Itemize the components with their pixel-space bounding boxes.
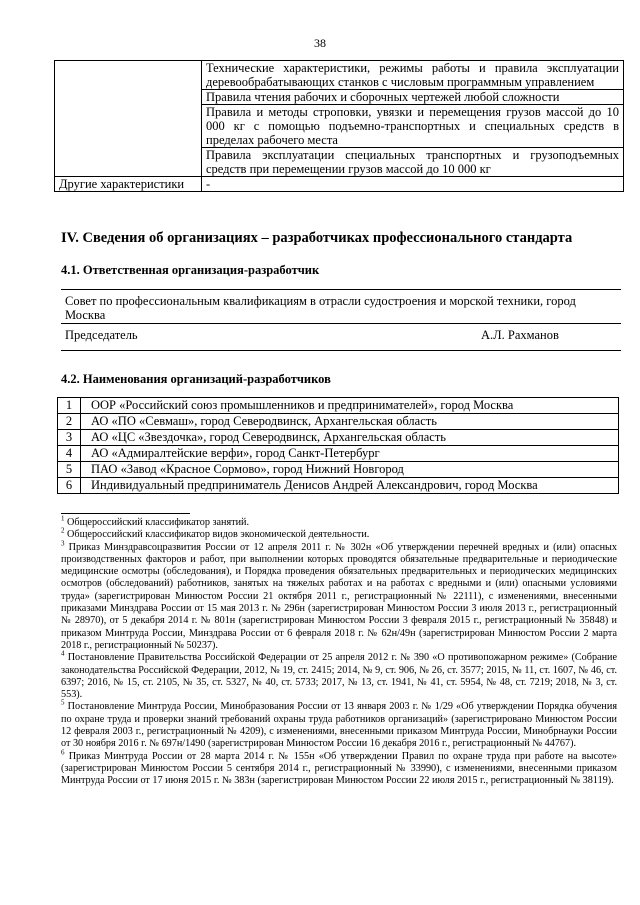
chairman-name: А.Л. Рахманов [481,328,559,342]
footnote-marker: 1 [61,514,65,523]
developer-name: АО «ЦС «Звездочка», город Северодвинск, Архангельская область [81,430,619,446]
table-cell: Правила чтения рабочих и сборочных чертежей любой сложности [202,90,624,105]
footnote-marker: 6 [61,748,65,757]
subsection-heading-4-2: 4.2. Наименования организаций-разработчиков [61,372,331,386]
footnote-separator [61,513,190,514]
other-characteristics-label: Другие характеристики [55,177,202,192]
subsection-heading-4-1: 4.1. Ответственная организация-разработчик [61,263,320,277]
other-characteristics-value: - [202,177,624,192]
footnote [61,649,618,701]
footnote [61,526,617,541]
developer-name: Индивидуальный предприниматель Денисов Андрей Александрович, город Москва [81,478,619,494]
row-number: 6 [58,478,81,494]
table-cell: Правила и методы строповки, увязки и перемещения грузов массой до 10 000 кг с помощью подъемно-транспортных и специальных средств в пределах рабочего места [202,105,624,148]
footnote [61,701,617,750]
table-row [58,446,619,462]
footnote-text: Общероссийский классификатор видов экономической деятельности. [67,529,370,541]
table-cell-label [55,61,202,177]
page-number: 38 [314,36,326,50]
divider [61,323,621,324]
chairman-position: Председатель [65,328,138,342]
developer-name: АО «Адмиралтейские верфи», город Санкт-Петербург [81,446,619,462]
table-row [58,462,619,478]
table-row [58,398,619,414]
footnotes [61,514,618,788]
responsible-organization-box [61,289,621,351]
table-row [55,61,624,90]
table-row [58,478,619,494]
footnote [61,748,617,788]
table-cell: Технические характеристики, режимы работы и правила эксплуатации деревообрабатывающих станков с числовым программным управлением [202,61,624,90]
characteristics-table [54,60,624,192]
footnote-text: Приказ Минздравсоцразвития России от 12 апреля 2011 г. № 302н «Об утверждении перечней вредных и (или) опасных производственных факторов и работ, при выполнении которых проводятся обязательные предварительные и периодические медицинские осмотры (обследования), и Порядка проведения обязательных предварительных и периодических медицинских осмотров (обследований) работников, занятых на тяжелых работах и на работах с вредными и (или) опасными условиями труда» (зарегистрирован Минюстом России 21 октября 2011 г., регистрационный № 22111), с изменениями, внесенными приказами Минздрава России от 15 мая 2013 г. № 296н (зарегистрирован Минюстом России 3 июля 2013 г., регистрационный № 28970), от 5 декабря 2014 г. № 801н (зарегистрирован Минюстом России 3 февраля 2015 г., регистрационный № 35848) и приказом Минтруда России, Минздрава России от 6 февраля 2018 г. № 62н/49н (зарегистрирован Минюстом России 2 марта 2018 г., регистрационный № 50237). [61,541,617,651]
table-cell: Правила эксплуатации специальных транспортных и грузоподъемных средств при перемещении грузов массой до 10 000 кг [202,148,624,177]
row-number: 2 [58,414,81,430]
footnote-marker: 3 [61,539,65,548]
developer-name: АО «ПО «Севмаш», город Северодвинск, Архангельская область [81,414,619,430]
developer-name: ООР «Российский союз промышленников и предпринимателей», город Москва [81,398,619,414]
footnote-marker: 4 [61,649,65,658]
footnote-text: Постановление Правительства Российской Федерации от 25 апреля 2012 г. № 390 «О противопожарном режиме» (Собрание законодательства Российской Федерации, 2012, № 19, ст. 2415; 2014, № 9, ст. 906, № 26, ст. 3577; 2015, № 11, ст. 1607, № 46, ст. 6397; 2016, № 15, ст. 2105, № 35, ст. 5327, № 40, ст. 5733; 2017, № 13, ст. 1941, № 41, ст. 5954, № 48, ст. 7219; 2018, № 3, ст. 553). [61,652,618,701]
section-heading: IV. Сведения об организациях – разработчиках профессионального стандарта [61,230,573,246]
table-row [55,177,624,192]
developer-name: ПАО «Завод «Красное Сормово», город Нижний Новгород [81,462,619,478]
row-number: 1 [58,398,81,414]
footnote-text: Постановление Минтруда России, Минобразования России от 13 января 2003 г. № 1/29 «Об утверждении Порядка обучения по охране труда и проверки знаний требований охраны труда работников организаций» (зарегистрировано Минюстом России 12 февраля 2003 г., регистрационный № 4209), с изменениями, внесенными приказом Минтруда России, Минобрнауки России от 30 ноября 2016 г. № 697н/1490 (зарегистрирован Минюстом России 16 декабря 2016 г., регистрационный № 44767). [61,701,617,750]
footnote [61,539,617,653]
table-row [58,414,619,430]
footnote-text: Приказ Минтруда России от 28 марта 2014 г. № 155н «Об утверждении Правил по охране труда при работе на высоте» (зарегистрирован Минюстом России 5 сентября 2014 г., регистрационный № 33990), с изменениями, внесенными приказом Минтруда России от 17 июня 2015 г. № 383н (зарегистрирован Минюстом России 22 июля 2015 г., регистрационный № 38119). [61,750,617,787]
developers-table [57,397,619,494]
row-number: 4 [58,446,81,462]
footnote [61,514,617,529]
row-number: 5 [58,462,81,478]
footnote-text: Общероссийский классификатор занятий. [67,517,250,528]
footnote-marker: 5 [61,699,65,708]
responsible-organization-name: Совет по профессиональным квалификациям в отрасли судостроения и морской техники, город Москва [65,294,576,322]
table-row [58,430,619,446]
footnote-marker: 2 [61,526,65,535]
row-number: 3 [58,430,81,446]
